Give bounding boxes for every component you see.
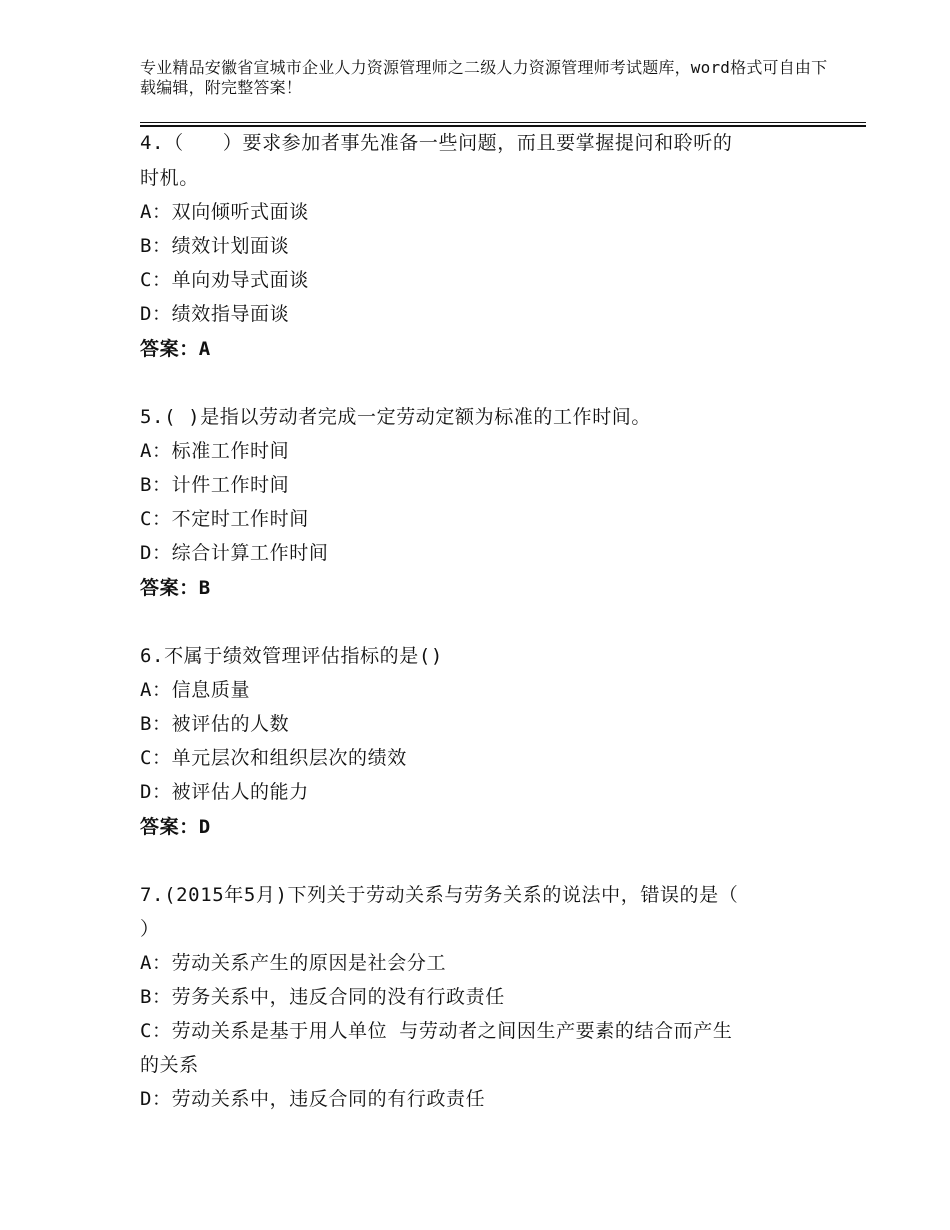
question-5-answer: 答案：B xyxy=(140,577,211,599)
question-4-answer: 答案：A xyxy=(140,338,211,360)
question-7-option-b: B：劳务关系中，违反合同的没有行政责任 xyxy=(140,986,505,1008)
question-6-stem-line-1: 6.不属于绩效管理评估指标的是() xyxy=(140,645,443,667)
question-7-option-a: A：劳动关系产生的原因是社会分工 xyxy=(140,952,447,974)
question-5-option-b: B：计件工作时间 xyxy=(140,474,290,496)
question-5-option-d: D：综合计算工作时间 xyxy=(140,542,329,564)
question-4-option-a: A：双向倾听式面谈 xyxy=(140,201,309,223)
question-5-option-a: A：标准工作时间 xyxy=(140,440,290,462)
question-4-stem-line-2: 时机。 xyxy=(140,167,199,189)
document-header: 专业精品安徽省宣城市企业人力资源管理师之二级人力资源管理师考试题库，word格式可自由下载编辑，附完整答案！ xyxy=(140,58,828,97)
question-4-option-b: B：绩效计划面谈 xyxy=(140,235,290,257)
question-4-option-c: C：单向劝导式面谈 xyxy=(140,269,309,291)
question-5-stem-line-1: 5.( )是指以劳动者完成一定劳动定额为标准的工作时间。 xyxy=(140,406,651,428)
question-7-stem-line-2: ） xyxy=(140,918,160,940)
question-7-stem-line-1: 7.(2015年5月)下列关于劳动关系与劳务关系的说法中，错误的是（ xyxy=(140,884,739,906)
header-rule-thin xyxy=(140,122,866,123)
question-7-option-c: C：劳动关系是基于用人单位 与劳动者之间因生产要素的结合而产生 xyxy=(140,1020,733,1042)
question-6-option-c: C：单元层次和组织层次的绩效 xyxy=(140,747,407,769)
question-6-answer: 答案：D xyxy=(140,816,211,838)
header-rule-thick xyxy=(140,125,866,127)
question-6-option-b: B：被评估的人数 xyxy=(140,713,290,735)
question-4-option-d: D：绩效指导面谈 xyxy=(140,303,290,325)
question-7-option-c-continued: 的关系 xyxy=(140,1054,199,1076)
question-6-option-d: D：被评估人的能力 xyxy=(140,781,309,803)
question-5-option-c: C：不定时工作时间 xyxy=(140,508,309,530)
question-7-option-d: D：劳动关系中，违反合同的有行政责任 xyxy=(140,1088,486,1110)
question-4-stem-line-1: 4.（ ）要求参加者事先准备一些问题，而且要掌握提问和聆听的 xyxy=(140,132,733,154)
question-6-option-a: A：信息质量 xyxy=(140,679,251,701)
